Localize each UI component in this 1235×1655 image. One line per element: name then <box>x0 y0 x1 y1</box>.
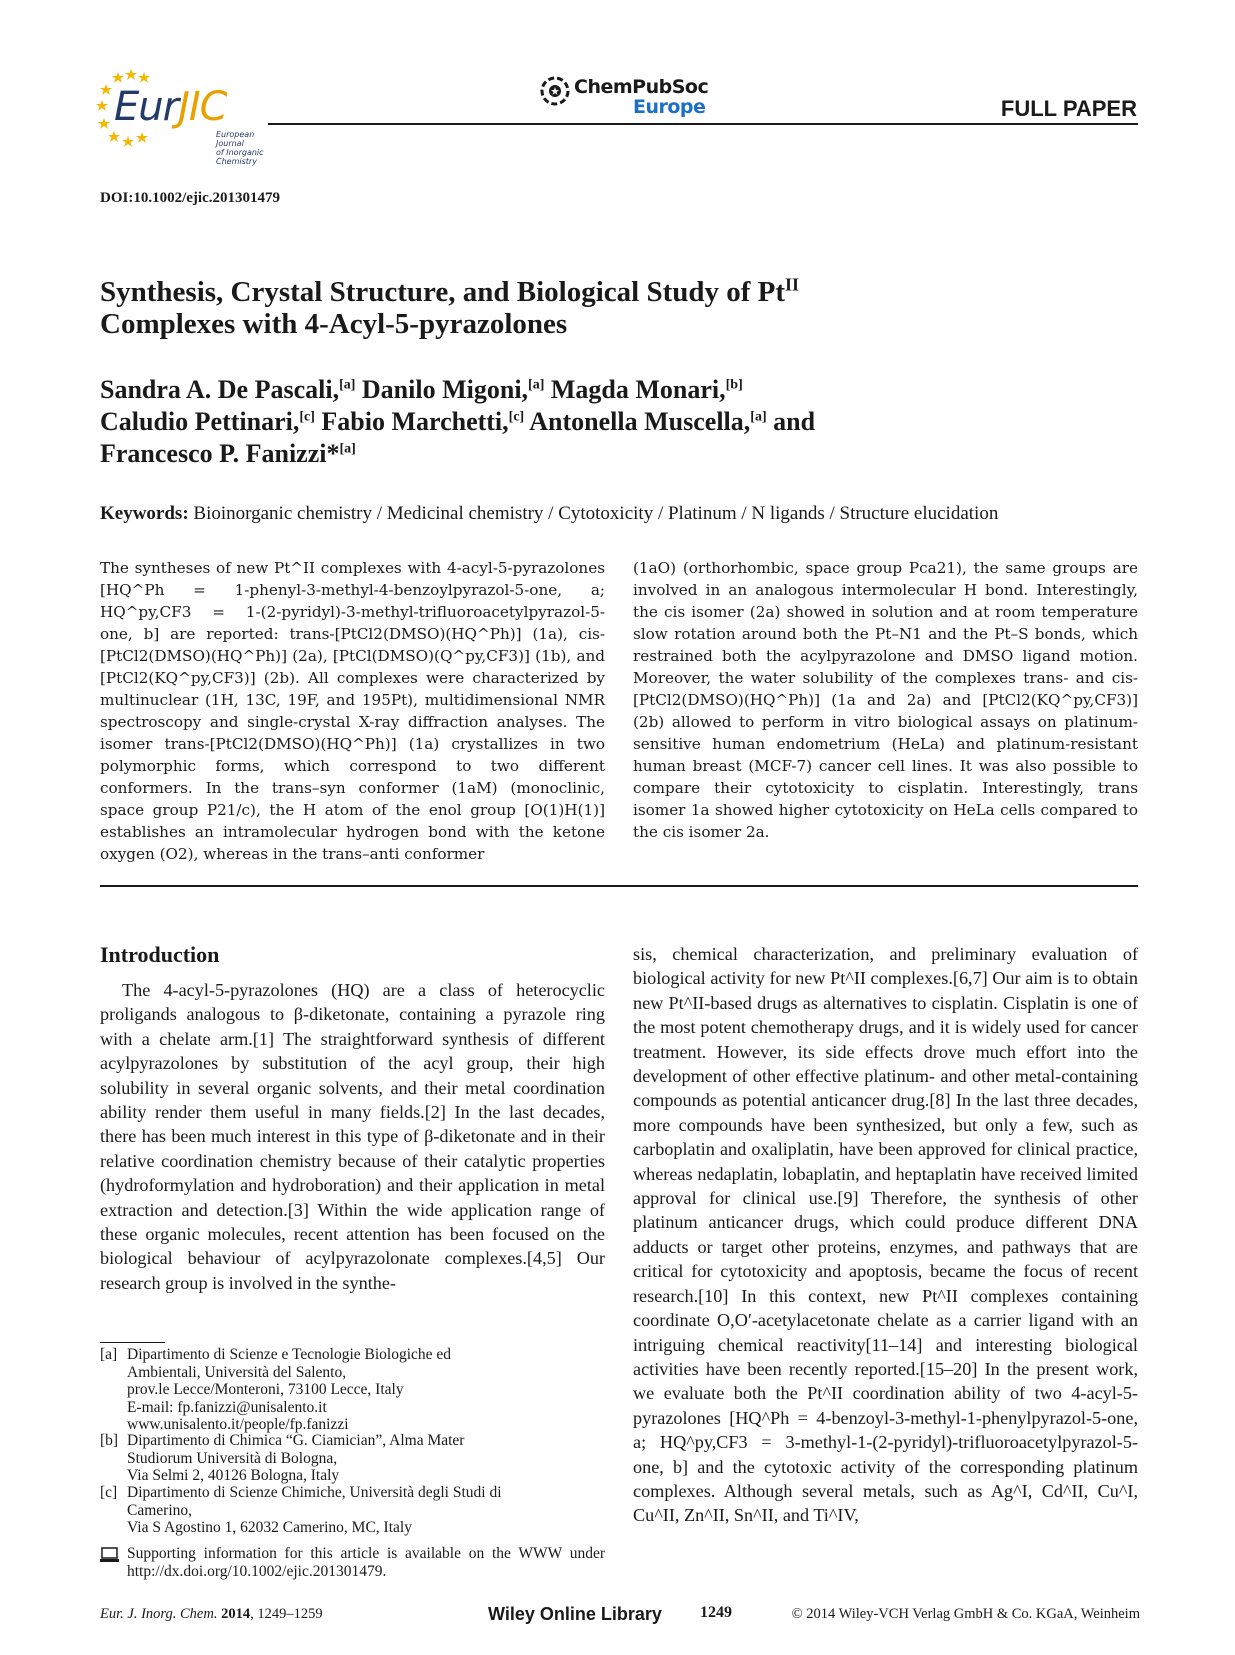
publisher-logo <box>540 76 720 120</box>
supporting-information-note <box>100 1545 605 1580</box>
page-footer <box>100 1604 1140 1628</box>
homepage-link[interactable]: www.unisalento.it/people/fp.fanizzi <box>127 1416 349 1433</box>
footnote-rule <box>100 1342 165 1343</box>
publisher-logo-line2: Europe <box>633 96 706 118</box>
page-number: 1249 <box>700 1604 732 1621</box>
abstract-right-column: (1aO) (orthorhombic, space group Pca21), the same groups are involved in an analogous intermolecular H bond. Interestingly, the cis isomer (2a) showed in solution and at room temperature slow rotation around both the Pt–N1 and the Pt–S bonds, which restrained both the acylpyrazolone and DMSO ligand motion. Moreover, the water solubility of the complexes trans- and cis-[PtCl2(DMSO)(HQ^Ph)] (1a and 2a) and [PtCl2(KQ^py,CF3)] (2b) allowed to perform in vitro biological assays on platinum-sensitive human endometrium (HeLa) and platinum-resistant human breast (MCF-7) cancer cell lines. It was also possible to compare their cytotoxicity to cisplatin. Interestingly, trans isomer 1a showed higher cytotoxicity on HeLa cells compared to the cis isomer 2a. <box>633 559 1138 841</box>
author-name: Magda Monari, <box>550 375 726 404</box>
article-title: Synthesis, Crystal Structure, and Biological Study of $Pt^{II}$ Complexes with 4-Acyl-5-pyrazolones <box>100 274 800 340</box>
email-link[interactable]: E-mail: fp.fanizzi@unisalento.it <box>127 1398 327 1416</box>
author-name: Fabio Marchetti, <box>321 407 509 436</box>
abstract-divider <box>100 885 1138 887</box>
author-list: Sandra A. De Pascali,[a] Danilo Migoni,[a] Magda Monari,[b] Caludio Pettinari,[c] Fabio Marchetti,[c] Antonella Muscella,[a] and Francesco P. Fanizzi*[a] <box>100 375 816 468</box>
copyright: © 2014 Wiley-VCH Verlag GmbH & Co. KGaA, Weinheim <box>791 1606 1140 1622</box>
author-name: Antonella Muscella, <box>529 407 751 436</box>
article-type-label: FULL PAPER <box>1000 96 1137 121</box>
affiliation-a: [a] Dipartimento di Scienze e Tecnologie Biologiche ed Ambientali, Università del Salento, prov.le Lecce/Monteroni, 73100 Lecce, Italy E-mail: fp.fanizzi@unisalento.it www.unisalento.it/people/fp.fanizzi <box>100 1346 605 1434</box>
wiley-online-library-logo: Wiley Online Library <box>488 1604 662 1624</box>
chempubsoc-emblem-icon <box>540 76 570 106</box>
computer-icon <box>100 1547 120 1563</box>
footer-citation: Eur. J. Inorg. Chem. 2014, 1249–1259 <box>100 1606 323 1622</box>
affiliation-b: [b] Dipartimento di Chimica “G. Ciamician”, Alma Mater Studiorum Università di Bologna, Via Selmi 2, 40126 Bologna, Italy <box>100 1432 465 1484</box>
affiliation-c: [c] Dipartimento di Scienze Chimiche, Università degli Studi di Camerino, Via S Agostino 1, 62032 Camerino, MC, Italy <box>100 1484 502 1536</box>
keywords: Keywords: Bioinorganic chemistry / Medicinal chemistry / Cytotoxicity / Platinum / N ligands / Structure elucidation <box>100 503 999 524</box>
author-name: Sandra A. De Pascali, <box>100 375 340 404</box>
author-name: Francesco P. Fanizzi* <box>100 439 340 468</box>
abstract-left-column: The syntheses of new Pt^II complexes with 4-acyl-5-pyrazolones [HQ^Ph = 1-phenyl-3-methyl-4-benzoylpyrazol-5-one, a; HQ^py,CF3 = 1-(2-pyridyl)-3-methyl-trifluoroacetylpyrazol-5-one, b] are reported: trans-[PtCl2(DMSO)(HQ^Ph)] (1a), cis-[PtCl2(DMSO)(HQ^Ph)] (2a), [PtCl(DMSO)(Q^py,CF3)] (1b), and [PtCl2(KQ^py,CF3)] (2b). All complexes were characterized by multinuclear (1H, 13C, 19F, and 195Pt), multidimensional NMR spectroscopy and single-crystal X-ray diffraction analyses. The isomer trans-[PtCl2(DMSO)(HQ^Ph)] (1a) crystallizes in two polymorphic forms, which correspond to two different conformers. In the trans–syn conformer (1aM) (monoclinic, space group P21/c), the H atom of the enol group [O(1)H(1)] establishes an intramolecular hydrogen bond with the ketone oxygen (O2), whereas in the trans–anti conformer <box>100 559 605 863</box>
doi[interactable]: DOI:10.1002/ejic.201301479 <box>100 190 280 206</box>
author-name: Danilo Migoni, <box>361 375 529 404</box>
author-name: Caludio Pettinari, <box>100 407 300 436</box>
header-rule <box>268 123 1138 125</box>
introduction-left-column: The 4-acyl-5-pyrazolones (HQ) are a class of heterocyclic proligands analogous to β-diketonate, containing a pyrazole ring with a chelate arm.[1] The straightforward synthesis of different acylpyrazolones by substitution of the acyl group, their high solubility in several organic solvents, and their metal coordination ability render them useful in many fields.[2] In the last decades, there has been much interest in this type of β-diketonate and in their relative coordination chemistry because of their catalytic properties (hydroformylation and hydroboration) and their application in metal extraction and detection.[3] Within the wide application range of these organic molecules, recent attention has been focused on the biological behaviour of acylpyrazolonate complexes.[4,5] Our research group is involved in the synthe- <box>100 980 605 1293</box>
publisher-logo-line1: ChemPubSoc <box>574 76 709 98</box>
supporting-information-link[interactable]: Supporting information for this article is available on the WWW under http://dx.doi.org/10.1002/ejic.201301479. <box>127 1545 605 1580</box>
journal-logo-text: EurJIC <box>114 84 227 130</box>
journal-logo-subtitle: European Journal of Inorganic Chemistry <box>216 130 264 166</box>
introduction-right-column: sis, chemical characterization, and preliminary evaluation of biological activity for new Pt^II complexes.[6,7] Our aim is to obtain new Pt^II-based drugs as alternatives to cisplatin. Cisplatin is one of the most potent chemotherapy drugs, and it is widely used for cancer treatment. However, its side effects drove much effort into the development of other effective platinum- and other metal-containing compounds as potential anticancer drug.[8] In the last three decades, more compounds have been synthesized, but only a few, such as carboplatin and oxaliplatin, have been approved for clinical practice, whereas nedaplatin, lobaplatin, and heptaplatin have received limited approval for clinical use.[9] Therefore, the synthesis of other platinum anticancer drugs, which could produce different DNA adducts or target other proteins, enzymes, and pathways that are critical for cytotoxicity and apoptosis, became the focus of recent research.[10] In this context, new Pt^II complexes containing coordinate O,O′-acetylacetonate chelate as a carrier ligand with an intriguing chemical reactivity[11–14] and interesting biological activities have been recently reported.[15–20] In the present work, we evaluate both the Pt^II coordination ability of two 4-acyl-5-pyrazolones [HQ^Ph = 4-benzoyl-3-methyl-1-phenylpyrazol-5-one, a; HQ^py,CF3 = 3-methyl-1-(2-pyridyl)-trifluoroacetylpyrazol-5-one, b] and the cytotoxic activity of the corresponding platinum complexes. Although several metals, such as Ag^I, Cd^II, Cu^I, Cu^II, Zn^II, Sn^II, and Ti^IV, <box>633 944 1138 1526</box>
section-heading-introduction: Introduction <box>100 942 220 967</box>
journal-logo <box>96 66 276 166</box>
